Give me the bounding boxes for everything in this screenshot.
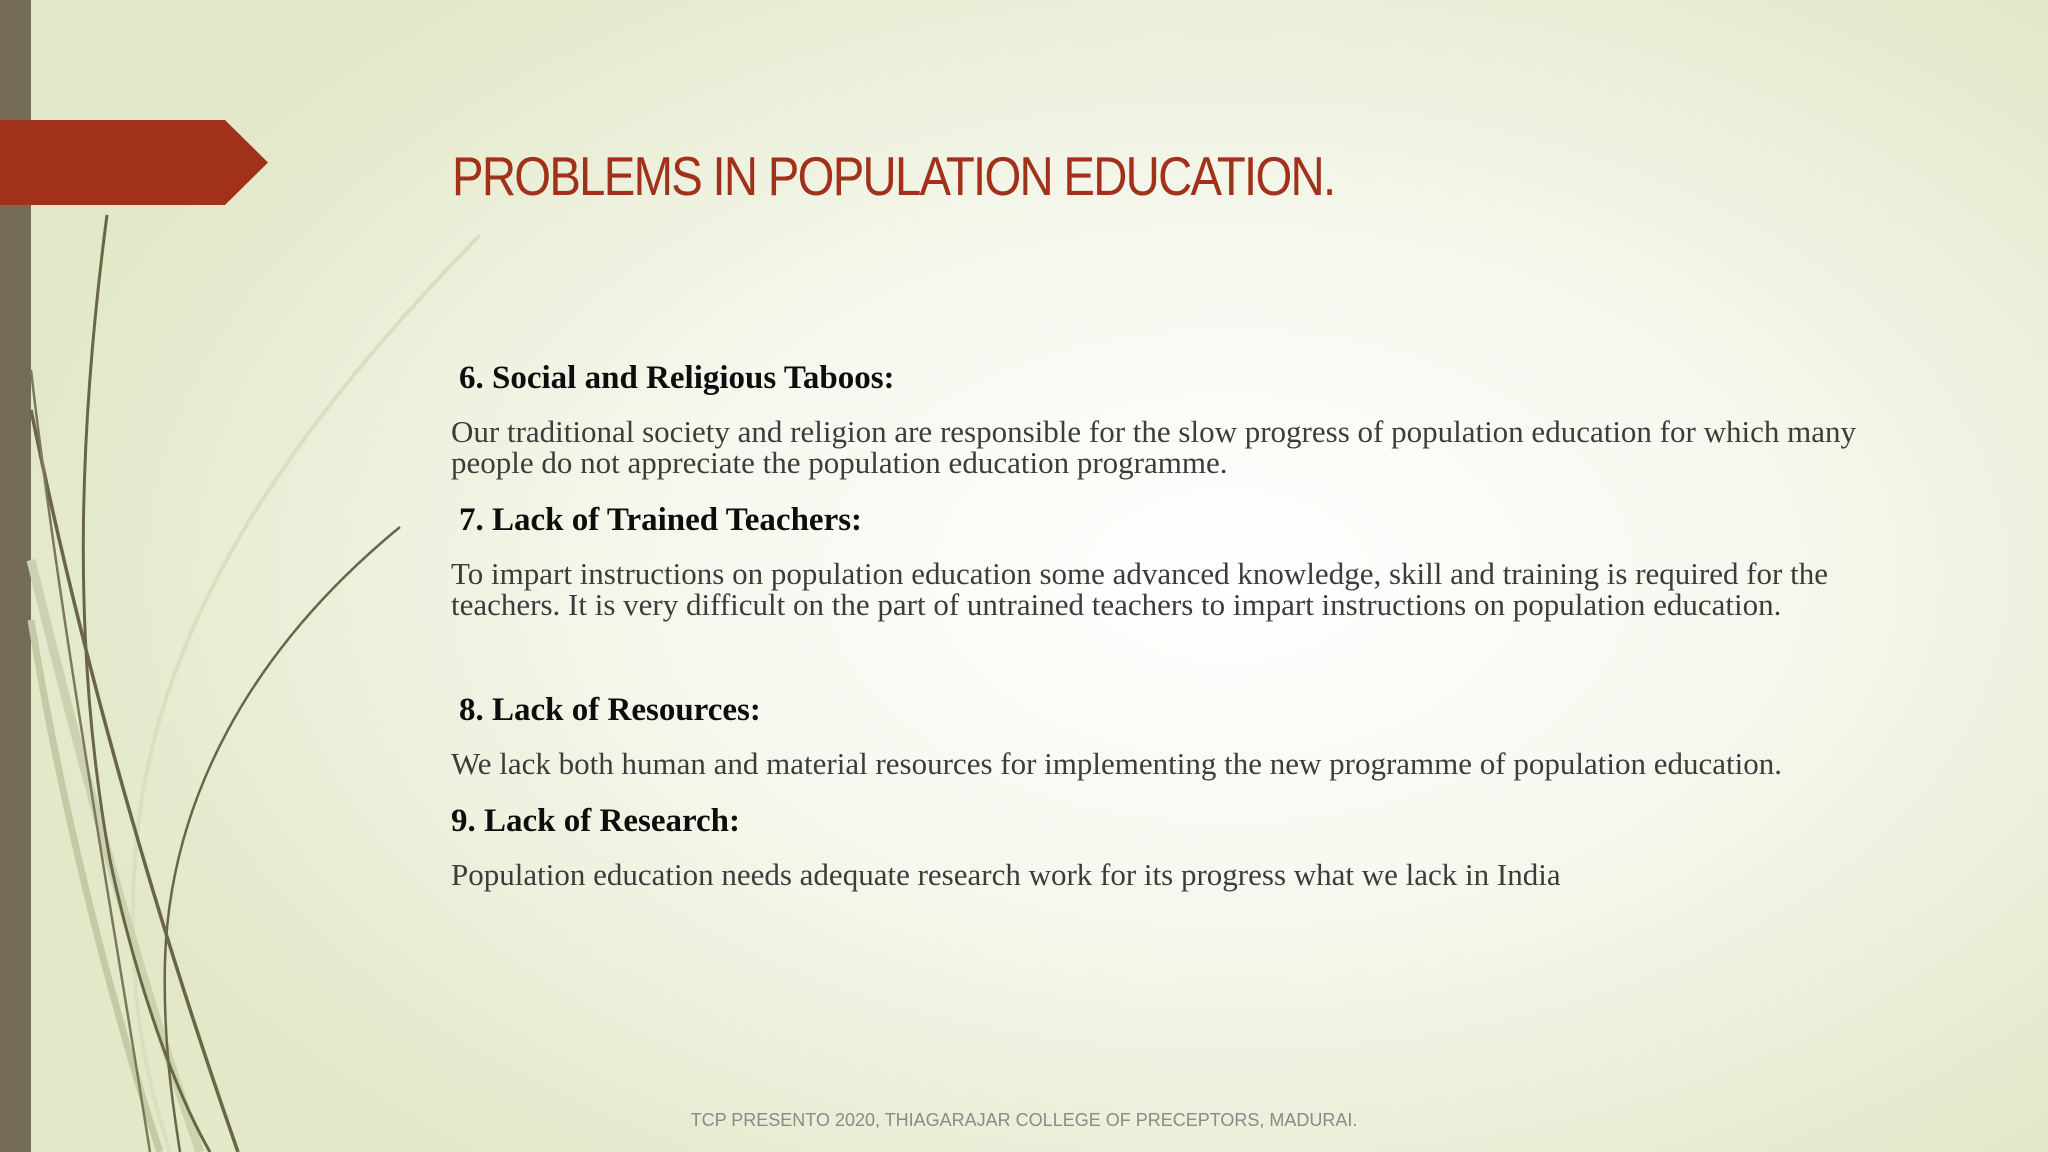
section-body-9: Population education needs adequate research work for its progress what we lack in India <box>451 857 1561 892</box>
slide-content <box>451 356 1901 890</box>
section-body-8: We lack both human and material resources for implementing the new programme of population education. <box>451 746 1782 781</box>
slide-title: PROBLEMS IN POPULATION EDUCATION. <box>452 145 1335 207</box>
section-heading-6: 6. Social and Religious Taboos: <box>459 360 895 396</box>
slide-footer: TCP PRESENTO 2020, THIAGARAJAR COLLEGE OF PRECEPTORS, MADURAI. <box>690 1110 1358 1130</box>
section-body-7: To impart instructions on population education some advanced knowledge, skill and training is required for the teachers. It is very difficult on the part of untrained teachers to impart instructions on population education. <box>451 556 1829 622</box>
section-heading-8: 8. Lack of Resources: <box>459 692 761 728</box>
section-body-6: Our traditional society and religion are responsible for the slow progress of population education for which many people do not appreciate the population education programme. <box>451 414 1856 480</box>
section-heading-9: 9. Lack of Research: <box>451 803 741 839</box>
section-heading-7: 7. Lack of Trained Teachers: <box>459 502 863 538</box>
title-arrow-tab <box>0 120 268 205</box>
